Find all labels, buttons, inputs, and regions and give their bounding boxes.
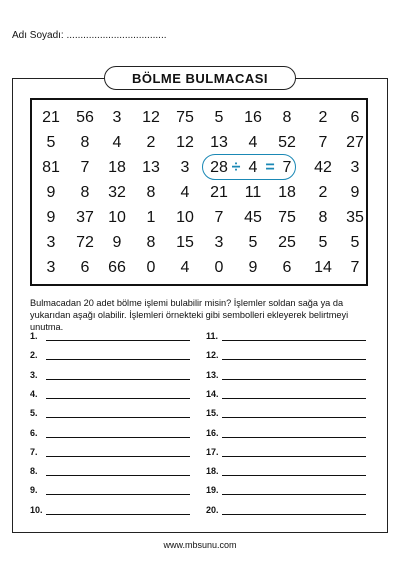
grid-row <box>36 181 366 205</box>
answer-number: 8. <box>30 466 38 477</box>
grid-cell: 7 <box>350 259 360 276</box>
answer-number: 20. <box>206 504 219 515</box>
grid-cell: 75 <box>278 209 296 226</box>
answer-blank[interactable] <box>46 446 190 457</box>
grid-cell: 7 <box>214 209 224 226</box>
answer-number: 4. <box>30 388 38 399</box>
grid-cell: 11 <box>244 184 262 201</box>
grid-cell: 18 <box>108 159 126 176</box>
answer-blank[interactable] <box>222 369 366 380</box>
answer-line-item <box>206 380 366 399</box>
answer-number: 3. <box>30 369 38 380</box>
answer-number: 1. <box>30 331 38 341</box>
footer-url: www.mbsunu.com <box>163 540 237 550</box>
answer-number: 9. <box>30 485 38 496</box>
answer-number: 6. <box>30 427 38 438</box>
grid-cell: 3 <box>112 109 122 126</box>
answer-blank[interactable] <box>46 484 190 495</box>
grid-cell: 8 <box>146 184 156 201</box>
answer-line-item <box>30 419 190 438</box>
grid-cell: 13 <box>210 134 228 151</box>
grid-cell: 4 <box>180 259 190 276</box>
grid-cell: 3 <box>350 159 360 176</box>
grid-cell: 21 <box>210 184 228 201</box>
grid-cell: 4 <box>180 184 190 201</box>
answer-line-item <box>206 322 366 341</box>
grid-cell: 16 <box>244 109 262 126</box>
name-line: Adı Soyadı: .................................... <box>12 30 167 41</box>
grid-cell: 7 <box>282 159 292 176</box>
answer-number: 18. <box>206 466 219 477</box>
grid-cell: 9 <box>112 234 122 251</box>
grid-cell: 2 <box>146 134 156 151</box>
grid-cell: 8 <box>80 184 90 201</box>
answer-line-item <box>30 496 190 515</box>
grid-cell: 12 <box>142 109 160 126</box>
answer-number: 12. <box>206 350 219 361</box>
grid-cell: 6 <box>282 259 292 276</box>
grid-cell: 5 <box>248 234 258 251</box>
grid-cell: 52 <box>278 134 296 151</box>
grid-cell: 4 <box>248 159 258 176</box>
grid-cell: 4 <box>112 134 122 151</box>
grid-cell: 35 <box>346 209 364 226</box>
answer-line-item <box>206 457 366 476</box>
answer-blank[interactable] <box>46 330 190 341</box>
grid-cell: 7 <box>318 134 328 151</box>
grid-cell: 0 <box>146 259 156 276</box>
answer-number: 16. <box>206 427 219 438</box>
grid-cell: 21 <box>42 109 60 126</box>
answer-blank[interactable] <box>222 484 366 495</box>
answer-blank[interactable] <box>222 427 366 438</box>
answer-blank[interactable] <box>46 407 190 418</box>
grid-row <box>36 206 366 230</box>
grid-cell: 10 <box>176 209 194 226</box>
grid-cell: 9 <box>350 184 360 201</box>
answer-number: 5. <box>30 408 38 419</box>
puzzle-grid-box <box>30 98 368 286</box>
grid-cell: 14 <box>314 259 332 276</box>
grid-cell: 3 <box>46 234 56 251</box>
grid-cell: 9 <box>46 209 56 226</box>
answer-line-item <box>30 438 190 457</box>
page-title: BÖLME BULMACASI <box>104 66 296 90</box>
answer-blank[interactable] <box>222 407 366 418</box>
grid-cell: 72 <box>76 234 94 251</box>
grid-row <box>36 156 366 180</box>
grid-row <box>36 256 366 280</box>
grid-cell: 5 <box>350 234 360 251</box>
answer-blank[interactable] <box>222 446 366 457</box>
answer-blank[interactable] <box>46 465 190 476</box>
answer-blank[interactable] <box>46 427 190 438</box>
answer-blank[interactable] <box>222 388 366 399</box>
answer-line-item <box>30 322 190 341</box>
grid-cell: 3 <box>180 159 190 176</box>
grid-cell: 27 <box>346 134 364 151</box>
grid-cell: 28 <box>210 159 228 176</box>
answer-number: 7. <box>30 446 38 457</box>
grid-cell: 4 <box>248 134 258 151</box>
grid-cell: 6 <box>80 259 90 276</box>
answer-blank[interactable] <box>46 388 190 399</box>
grid-cell: 45 <box>244 209 262 226</box>
answer-blank[interactable] <box>222 349 366 360</box>
answer-blank[interactable] <box>222 465 366 476</box>
instruction-text: Bulmacadan 20 adet bölme işlemi bulabilir misin? İşlemler soldan sağa ya da yukarıdan aşağı olabilir. İşlemleri örnekteki gibi sembolleri ekleyerek belirtmeyi unutma. <box>30 298 349 332</box>
answer-number: 11. <box>206 331 219 341</box>
answer-blank[interactable] <box>222 504 366 515</box>
grid-cell: 37 <box>76 209 94 226</box>
answer-number: 15. <box>206 408 219 419</box>
grid-cell: 8 <box>282 109 292 126</box>
grid-cell: 5 <box>46 134 56 151</box>
grid-row <box>36 106 366 130</box>
grid-cell: 8 <box>146 234 156 251</box>
grid-cell: 32 <box>108 184 126 201</box>
answer-number: 10. <box>30 504 43 515</box>
grid-cell: 8 <box>318 209 328 226</box>
grid-cell: 3 <box>214 234 224 251</box>
grid-cell: 12 <box>176 134 194 151</box>
answer-line-item <box>206 496 366 515</box>
answer-number: 2. <box>30 350 38 361</box>
grid-cell: 10 <box>108 209 126 226</box>
grid-row <box>36 231 366 255</box>
grid-cell: 5 <box>214 109 224 126</box>
answer-line-item <box>206 341 366 360</box>
answer-line-item <box>206 399 366 418</box>
answer-line-item <box>30 399 190 418</box>
grid-cell: 15 <box>176 234 194 251</box>
answer-line-item <box>30 380 190 399</box>
grid-cell: 81 <box>42 159 60 176</box>
grid-row <box>36 131 366 155</box>
grid-cell: 0 <box>214 259 224 276</box>
answer-line-item <box>30 457 190 476</box>
answer-line-item <box>206 438 366 457</box>
grid-cell: 18 <box>278 184 296 201</box>
answer-line-item <box>206 476 366 495</box>
answer-line-item <box>206 419 366 438</box>
divide-symbol: ÷ <box>231 159 241 176</box>
grid-cell: 42 <box>314 159 332 176</box>
answer-number: 19. <box>206 485 219 496</box>
grid-cell: 2 <box>318 184 328 201</box>
answer-line-item <box>30 361 190 380</box>
grid-cell: 5 <box>318 234 328 251</box>
grid-cell: 25 <box>278 234 296 251</box>
grid-cell: 8 <box>80 134 90 151</box>
answer-line-item <box>30 476 190 495</box>
answer-blank[interactable] <box>46 504 190 515</box>
grid-cell: 1 <box>146 209 156 226</box>
grid-cell: 75 <box>176 109 194 126</box>
grid-cell: 56 <box>76 109 94 126</box>
grid-cell: 9 <box>248 259 258 276</box>
grid-cell: 6 <box>350 109 360 126</box>
answer-number: 13. <box>206 369 219 380</box>
answer-line-item <box>206 361 366 380</box>
grid-cell: 9 <box>46 184 56 201</box>
grid-cell: 7 <box>80 159 90 176</box>
grid-cell: 66 <box>108 259 126 276</box>
grid-cell: 13 <box>142 159 160 176</box>
answer-blank[interactable] <box>222 330 366 341</box>
answer-line-item <box>30 341 190 360</box>
grid-cell: 2 <box>318 109 328 126</box>
answer-blank[interactable] <box>46 349 190 360</box>
equals-symbol: = <box>265 159 275 176</box>
answer-number: 17. <box>206 446 219 457</box>
answer-number: 14. <box>206 388 219 399</box>
grid-cell: 3 <box>46 259 56 276</box>
answer-blank[interactable] <box>46 369 190 380</box>
